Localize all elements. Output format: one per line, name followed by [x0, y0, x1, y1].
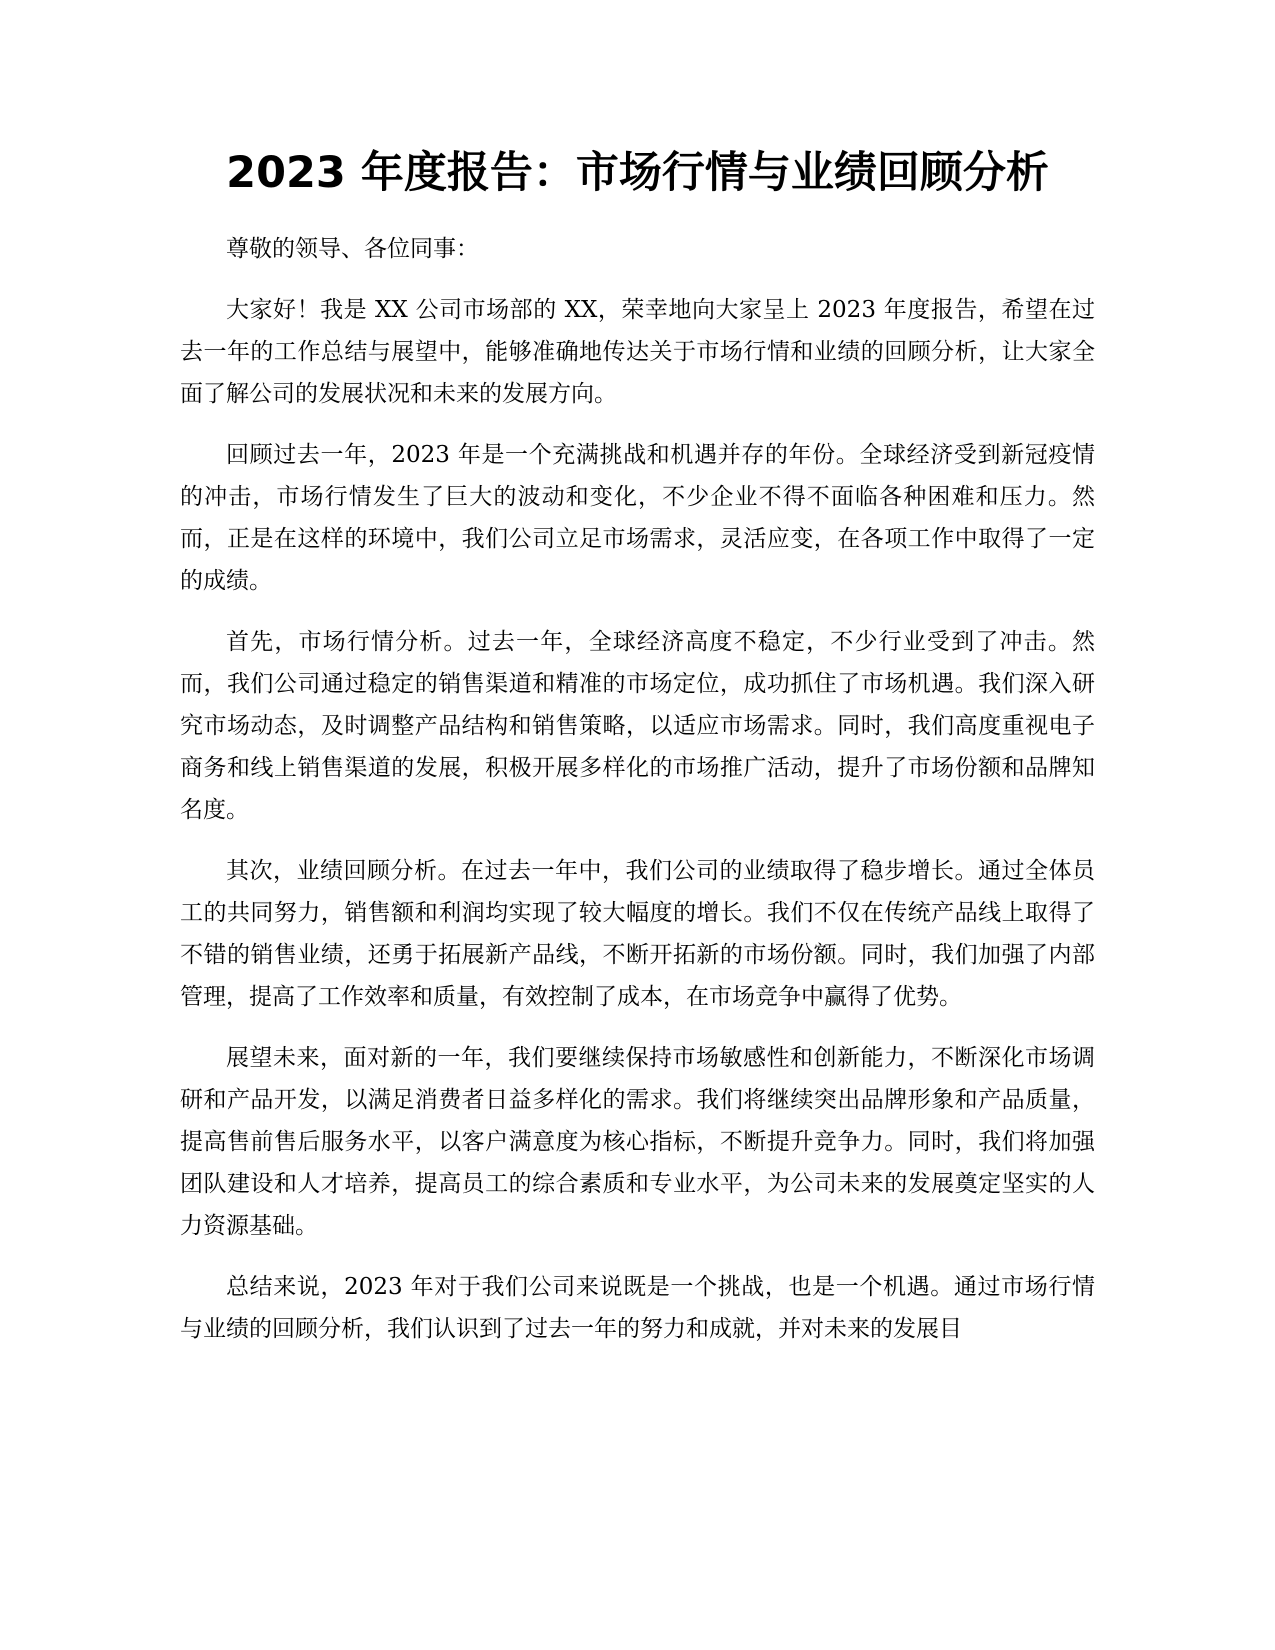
salutation-paragraph: 尊敬的领导、各位同事： — [226, 236, 479, 262]
review-paragraph: 回顾过去一年，2023 年是一个充满挑战和机遇并存的年份。全球经济受到新冠疫情的冲击，市场行情发生了巨大的波动和变化，不少企业不得不面临各种困难和压力。然而，正是在这样的环境中，我们公司立足市场需求，灵活应变，在各项工作中取得了一定的成绩。 — [180, 442, 1095, 594]
outlook-paragraph: 展望未来，面对新的一年，我们要继续保持市场敏感性和创新能力，不断深化市场调研和产品开发，以满足消费者日益多样化的需求。我们将继续突出品牌形象和产品质量，提高售前售后服务水平，以客户满意度为核心指标，不断提升竞争力。同时，我们将加强团队建设和人才培养，提高员工的综合素质和专业水平，为公司未来的发展奠定坚实的人力资源基础。 — [180, 1045, 1095, 1239]
market-analysis-paragraph: 首先，市场行情分析。过去一年，全球经济高度不稳定，不少行业受到了冲击。然而，我们公司通过稳定的销售渠道和精准的市场定位，成功抓住了市场机遇。我们深入研究市场动态，及时调整产品结构和销售策略，以适应市场需求。同时，我们高度重视电子商务和线上销售渠道的发展，积极开展多样化的市场推广活动，提升了市场份额和品牌知名度。 — [180, 629, 1095, 823]
document-body — [180, 228, 1095, 1369]
document-title: 2023 年度报告：市场行情与业绩回顾分析 — [226, 148, 1049, 198]
performance-review-paragraph: 其次，业绩回顾分析。在过去一年中，我们公司的业绩取得了稳步增长。通过全体员工的共同努力，销售额和利润均实现了较大幅度的增长。我们不仅在传统产品线上取得了不错的销售业绩，还勇于拓展新产品线，不断开拓新的市场份额。同时，我们加强了内部管理，提高了工作效率和质量，有效控制了成本，在市场竞争中赢得了优势。 — [180, 858, 1095, 1010]
summary-paragraph: 总结来说，2023 年对于我们公司来说既是一个挑战，也是一个机遇。通过市场行情与业绩的回顾分析，我们认识到了过去一年的努力和成就，并对未来的发展目 — [180, 1274, 1095, 1342]
intro-paragraph: 大家好！我是 XX 公司市场部的 XX，荣幸地向大家呈上 2023 年度报告，希望在过去一年的工作总结与展望中，能够准确地传达关于市场行情和业绩的回顾分析，让大家全面了解公司的发展状况和未来的发展方向。 — [180, 297, 1095, 407]
